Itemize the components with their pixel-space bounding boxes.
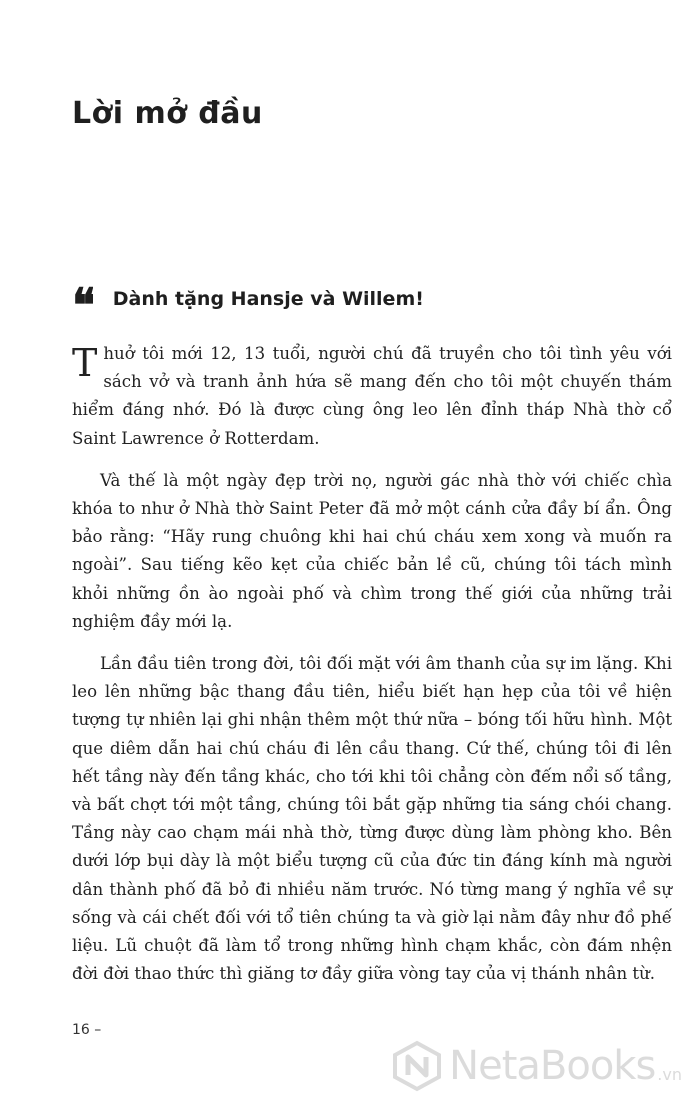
dedication: [72, 282, 424, 316]
page-number: 16 –: [72, 1022, 102, 1038]
watermark-brand: NetaBooks: [449, 1043, 656, 1089]
watermark: [391, 1040, 682, 1092]
paragraph-1: Thuở tôi mới 12, 13 tuổi, người chú đã truyền cho tôi tình yêu với sách vở và tranh ảnh hứa sẽ mang đến cho tôi một chuyến thám hiểm đáng nhớ. Đó là được cùng ông leo lên đỉnh tháp Nhà thờ cổ Saint Lawrence ở Rotterdam.: [72, 341, 672, 448]
dedication-text: Dành tặng Hansje và Willem!: [112, 288, 424, 310]
body-text: [72, 340, 672, 1002]
watermark-suffix: .vn: [657, 1065, 682, 1084]
paragraph-2: Và thế là một ngày đẹp trời nọ, người gác nhà thờ với chiếc chìa khóa to như ở Nhà thờ Saint Peter đã mở một cánh cửa đầy bí ẩn. Ông bảo rằng: “Hãy rung chuông khi hai chú cháu xem xong và muốn ra ngoài”. Sau tiếng kẽo kẹt của chiếc bản lề cũ, chúng tôi tách mình khỏi những ồn ào ngoài phố và chìm trong thế giới của những trải nghiệm đầy mới lạ.: [72, 470, 672, 631]
quote-mark-icon: ❝: [72, 282, 93, 316]
paragraph-3: Lần đầu tiên trong đời, tôi đối mặt với âm thanh của sự im lặng. Khi leo lên những bậc thang đầu tiên, hiểu biết hạn hẹp của tôi về hiện tượng tự nhiên lại ghi nhận thêm một thứ nữa – bóng tối hữu hình. Một que diêm dẫn hai chú cháu đi lên cầu thang. Cứ thế, chúng tôi đi lên hết tầng này đến tầng khác, cho tới khi tôi chẳng còn đếm nổi số tầng, và bất chợt tới một tầng, chúng tôi bắt gặp những tia sáng chói chang. Tầng này cao chạm mái nhà thờ, từng được dùng làm phòng kho. Bên dưới lớp bụi dày là một biểu tượng cũ của đức tin đáng kính mà người dân thành phố đã bỏ đi nhiều năm trước. Nó từng mang ý nghĩa về sự sống và cái chết đối với tổ tiên chúng ta và giờ lại nằm đây như đồ phế liệu. Lũ chuột đã làm tổ trong những hình chạm khắc, còn đám nhện đời đời thao thức thì giăng tơ đầy giữa vòng tay của vị thánh nhân từ.: [72, 654, 672, 984]
netabooks-logo-icon: [391, 1040, 443, 1092]
chapter-heading: Lời mở đầu: [72, 96, 263, 131]
